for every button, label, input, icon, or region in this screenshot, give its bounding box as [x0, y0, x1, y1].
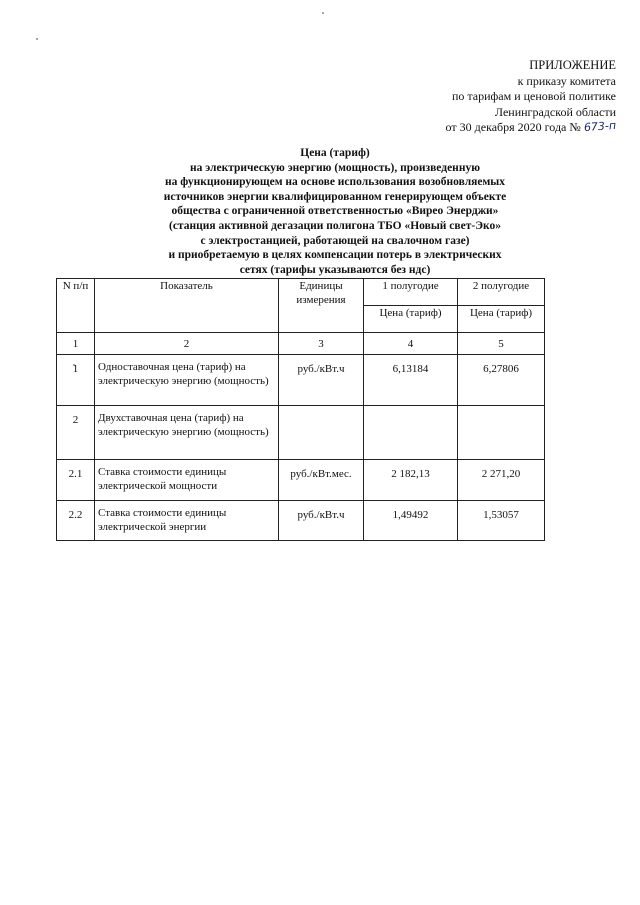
- document-title: [100, 146, 570, 277]
- row-unit: руб./кВт.мес.: [279, 460, 364, 501]
- title-line: Цена (тариф): [300, 147, 370, 159]
- tariff-table: [56, 278, 545, 541]
- row-indicator: Ставка стоимости единицы электрической энергии: [95, 501, 279, 541]
- column-number: 1: [57, 333, 95, 355]
- row-half2-value: 2 271,20: [458, 460, 545, 501]
- appendix-line: по тарифам и ценовой политике: [451, 89, 616, 103]
- table-row: [57, 406, 545, 460]
- title-line: общества с ограниченной ответственностью «Вирео Энерджи»: [171, 205, 499, 218]
- row-num: 2.1: [57, 460, 95, 501]
- column-number-row: [57, 333, 545, 355]
- header-unit: Единицы измерения: [279, 279, 364, 333]
- row-half2-value: 1,53057: [458, 501, 545, 541]
- header-indicator: Показатель: [95, 279, 279, 333]
- row-half1-value: 1,49492: [364, 501, 458, 541]
- scan-speck: [36, 38, 38, 40]
- table-header-row: [57, 279, 545, 306]
- row-half1-value: 2 182,13: [364, 460, 458, 501]
- appendix-heading: ПРИЛОЖЕНИЕ: [529, 58, 616, 72]
- appendix-block: [446, 58, 616, 136]
- appendix-date: от 30 декабря 2020 года №: [445, 120, 581, 134]
- column-number: 4: [364, 333, 458, 355]
- title-line: с электростанцией, работающей на свалочном газе): [200, 234, 470, 247]
- row-indicator: Ставка стоимости единицы электрической мощности: [95, 460, 279, 501]
- header-num: N п/п: [57, 279, 95, 333]
- row-num: 2: [57, 406, 95, 460]
- row-indicator: Двухставочная цена (тариф) на электрическую энергию (мощность): [95, 406, 279, 460]
- header-half2: 2 полугодие: [458, 279, 545, 306]
- scan-speck: [322, 12, 324, 14]
- row-num: 1: [57, 355, 95, 406]
- row-unit: [279, 406, 364, 460]
- row-half2-value: 6,27806: [458, 355, 545, 406]
- appendix-date-line: [446, 120, 616, 136]
- header-half1: 1 полугодие: [364, 279, 458, 306]
- title-line: на электрическую энергию (мощность), произведенную: [190, 161, 480, 174]
- title-line: источников энергии квалифицированном генерирующем объекте: [163, 190, 507, 203]
- header-price2: Цена (тариф): [458, 306, 545, 333]
- appendix-line: к приказу комитета: [517, 73, 616, 88]
- appendix-line: Ленинградской области: [494, 104, 616, 119]
- table-row: [57, 355, 545, 406]
- column-number: 2: [95, 333, 279, 355]
- table-row: [57, 501, 545, 541]
- row-unit: руб./кВт.ч: [279, 501, 364, 541]
- order-number: 673-п: [583, 118, 617, 135]
- column-number: 3: [279, 333, 364, 355]
- row-half2-value: [458, 406, 545, 460]
- table-row: [57, 460, 545, 501]
- column-number: 5: [458, 333, 545, 355]
- row-half1-value: 6,13184: [364, 355, 458, 406]
- title-line: на функционирующем на основе использования возобновляемых: [164, 176, 506, 189]
- title-line: и приобретаемую в целях компенсации потерь в электрических: [168, 249, 502, 262]
- title-line: (станция активной дегазации полигона ТБО «Новый свет-Эко»: [169, 219, 501, 232]
- row-num: 2.2: [57, 501, 95, 541]
- row-half1-value: [364, 406, 458, 460]
- header-price1: Цена (тариф): [364, 306, 458, 333]
- title-line: сетях (тарифы указываются без ндс): [239, 263, 431, 276]
- row-indicator: Одноставочная цена (тариф) на электрическую энергию (мощность): [95, 355, 279, 406]
- row-unit: руб./кВт.ч: [279, 355, 364, 406]
